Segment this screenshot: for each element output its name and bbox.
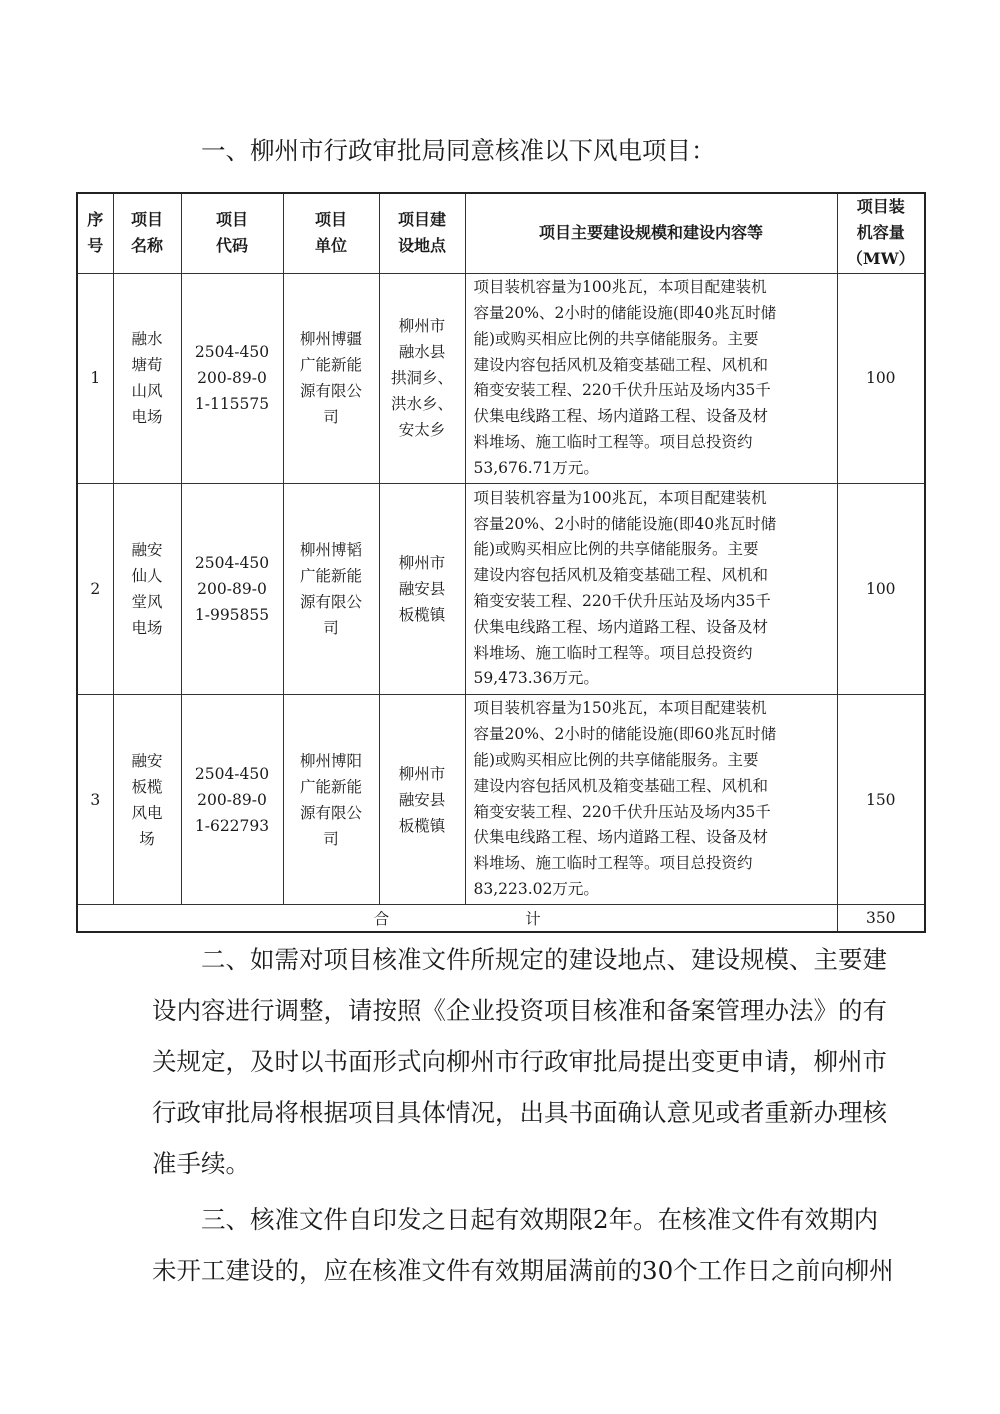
paragraph-approval-intro (152, 125, 852, 176)
total-capacity: 350 (837, 905, 925, 932)
paragraph-line: 准手续。 (152, 1149, 250, 1178)
table-row (77, 484, 925, 695)
cell-unit: 柳州博疆 广能新能 源有限公 司 (283, 273, 379, 484)
cell-index: 3 (77, 694, 113, 905)
paragraph-line: 一、柳州市行政审批局同意核准以下风电项目： (201, 136, 716, 165)
header-name: 项目 名称 (113, 193, 181, 273)
cell-capacity: 150 (837, 694, 925, 905)
cell-capacity: 100 (837, 273, 925, 484)
cell-content: 项目装机容量为150兆瓦，本项目配建装机 容量20%、2小时的储能设施(即60兆瓦时储 能)或购买相应比例的共享储能服务。主要 建设内容包括风机及箱变基础工程、风机和 箱变安装工程、220千伏升压站及场内35千 伏集电线路工程、场内道路工程、设备及材 料堆场、施工临时工程等。项目总投资约 83,223.02万元。 (465, 694, 837, 905)
header-index: 序 号 (77, 193, 113, 273)
cell-index: 1 (77, 273, 113, 484)
cell-index: 2 (77, 484, 113, 695)
table-row (77, 694, 925, 905)
cell-name: 融安 仙人 堂风 电场 (113, 484, 181, 695)
table-row (77, 273, 925, 484)
header-capacity: 项目装 机容量 （MW） (837, 193, 925, 273)
cell-code: 2504-450 200-89-0 1-115575 (181, 273, 283, 484)
cell-location: 柳州市 融水县 拱洞乡、 洪水乡、 安太乡 (379, 273, 465, 484)
paragraph-line: 二、如需对项目核准文件所规定的建设地点、建设规模、主要建 (201, 945, 887, 974)
cell-name: 融安 板榄 风电 场 (113, 694, 181, 905)
table-total-row (77, 905, 925, 932)
header-unit: 项目 单位 (283, 193, 379, 273)
paragraph-line: 行政审批局将根据项目具体情况，出具书面确认意见或者重新办理核 (152, 1098, 887, 1127)
paragraph-line: 关规定，及时以书面形式向柳州市行政审批局提出变更申请，柳州市 (152, 1047, 887, 1076)
cell-content: 项目装机容量为100兆瓦，本项目配建装机 容量20%、2小时的储能设施(即40兆瓦时储 能)或购买相应比例的共享储能服务。主要 建设内容包括风机及箱变基础工程、风机和 箱变安装工程、220千伏升压站及场内35千 伏集电线路工程、场内道路工程、设备及材 料堆场、施工临时工程等。项目总投资约 53,676.71万元。 (465, 273, 837, 484)
cell-code: 2504-450 200-89-0 1-995855 (181, 484, 283, 695)
cell-code: 2504-450 200-89-0 1-622793 (181, 694, 283, 905)
total-label: 合 计 (77, 905, 837, 932)
cell-unit: 柳州博韬 广能新能 源有限公 司 (283, 484, 379, 695)
cell-content: 项目装机容量为100兆瓦，本项目配建装机 容量20%、2小时的储能设施(即40兆瓦时储 能)或购买相应比例的共享储能服务。主要 建设内容包括风机及箱变基础工程、风机和 箱变安装工程、220千伏升压站及场内35千 伏集电线路工程、场内道路工程、设备及材 料堆场、施工临时工程等。项目总投资约 59,473.36万元。 (465, 484, 837, 695)
paragraph-line: 未开工建设的，应在核准文件有效期届满前的30个工作日之前向柳州 (152, 1256, 894, 1285)
cell-unit: 柳州博阳 广能新能 源有限公 司 (283, 694, 379, 905)
header-location: 项目建 设地点 (379, 193, 465, 273)
cell-location: 柳州市 融安县 板榄镇 (379, 484, 465, 695)
paragraph-line: 三、核准文件自印发之日起有效期限2年。在核准文件有效期内 (201, 1205, 879, 1234)
wind-project-table (76, 192, 926, 933)
paragraph-line: 设内容进行调整，请按照《企业投资项目核准和备案管理办法》的有 (152, 996, 887, 1025)
paragraph-validity-period (152, 1194, 894, 1296)
cell-name: 融水 塘荀 山风 电场 (113, 273, 181, 484)
header-content: 项目主要建设规模和建设内容等 (465, 193, 837, 273)
table-header-row (77, 193, 925, 273)
paragraph-change-request (152, 934, 887, 1189)
header-code: 项目 代码 (181, 193, 283, 273)
cell-capacity: 100 (837, 484, 925, 695)
cell-location: 柳州市 融安县 板榄镇 (379, 694, 465, 905)
